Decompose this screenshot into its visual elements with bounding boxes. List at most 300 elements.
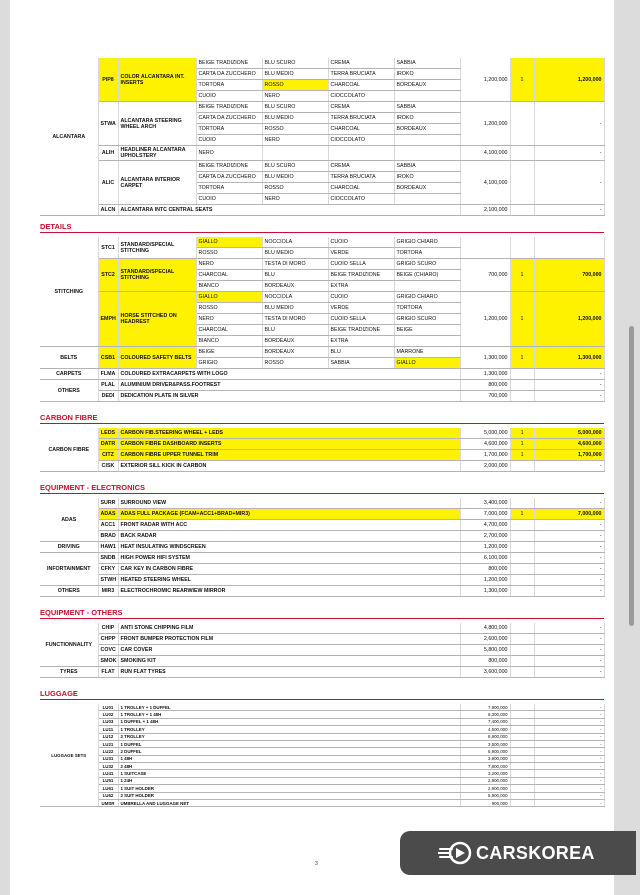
option-price: 700,000 xyxy=(460,259,510,292)
table-row xyxy=(40,770,604,777)
color-option: BIANCO xyxy=(196,281,262,292)
color-option: CREMA xyxy=(328,58,394,69)
section-table xyxy=(40,428,605,472)
option-row xyxy=(40,292,604,303)
option-price: 6,900,000 xyxy=(460,748,510,755)
option-price: 1,200,000 xyxy=(460,102,510,146)
option-price: 3,500,000 xyxy=(460,740,510,747)
color-option: TESTA DI MORO xyxy=(262,259,328,270)
option-quantity xyxy=(510,792,534,799)
option-code: MIR3 xyxy=(98,586,118,597)
option-quantity: 1 xyxy=(510,509,534,520)
table-row xyxy=(40,711,604,718)
option-row xyxy=(40,347,604,358)
color-option: ROSSO xyxy=(196,303,262,314)
option-row xyxy=(40,623,604,634)
option-total: - xyxy=(534,667,604,678)
option-price: 6,100,000 xyxy=(460,553,510,564)
option-total: - xyxy=(534,740,604,747)
option-price: 4,700,000 xyxy=(460,520,510,531)
option-code: ALIC xyxy=(98,161,118,205)
color-option: GRIGIO SCURO xyxy=(394,314,460,325)
option-quantity xyxy=(510,799,534,806)
color-option: TORTORA xyxy=(394,303,460,314)
option-code: LU31 xyxy=(98,755,118,762)
color-option: TERRA BRUCIATA xyxy=(328,69,394,80)
option-code: DATR xyxy=(98,439,118,450)
option-quantity: 1 xyxy=(510,439,534,450)
option-price: 800,000 xyxy=(460,564,510,575)
option-code: LU51 xyxy=(98,777,118,784)
option-description: ELECTROCHROMIC REARWIEW MIRROR xyxy=(118,586,460,597)
color-option: TESTA DI MORO xyxy=(262,314,328,325)
option-description: STANDARD/SPECIAL STITCHING xyxy=(118,259,196,292)
option-code: LU61 xyxy=(98,785,118,792)
option-quantity xyxy=(510,586,534,597)
option-price: 7,400,000 xyxy=(460,718,510,725)
option-price: 4,800,000 xyxy=(460,623,510,634)
option-description: 1 SUITCASE xyxy=(118,770,460,777)
carskorea-logo-icon xyxy=(438,839,472,867)
table-row xyxy=(40,726,604,733)
color-option: BEIGE xyxy=(196,347,262,358)
color-option: BORDEAUX xyxy=(262,281,328,292)
option-row xyxy=(40,450,604,461)
color-option: BLU xyxy=(328,347,394,358)
option-price: 5,900,000 xyxy=(460,792,510,799)
color-option: BEIGE TRADIZIONE xyxy=(196,161,262,172)
option-quantity xyxy=(510,623,534,634)
option-price: 3,900,000 xyxy=(460,755,510,762)
color-option: CHARCOAL xyxy=(196,270,262,281)
page-number: 3 xyxy=(315,861,318,867)
color-option: IROKO xyxy=(394,69,460,80)
option-price: 4,100,000 xyxy=(460,146,510,161)
option-row xyxy=(40,237,604,248)
option-quantity xyxy=(510,755,534,762)
option-code: LU22 xyxy=(98,748,118,755)
option-code: BRAD xyxy=(98,531,118,542)
option-description: STANDARD/SPECIAL STITCHING xyxy=(118,237,196,259)
option-description: HIGH POWER HIFI SYSTEM xyxy=(118,553,460,564)
color-option: BEIGE TRADIZIONE xyxy=(196,58,262,69)
option-price: 1,300,000 xyxy=(460,369,510,380)
option-quantity xyxy=(510,391,534,402)
color-option: CIOCCOLATO xyxy=(328,91,394,102)
color-option: GRIGIO CHIARO xyxy=(394,292,460,303)
option-price: 7,900,000 xyxy=(460,704,510,711)
color-option: TORTORA xyxy=(196,183,262,194)
option-code: SURR xyxy=(98,498,118,509)
option-description: CAR KEY IN CARBON FIBRE xyxy=(118,564,460,575)
option-description: FRONT RADAR WITH ACC xyxy=(118,520,460,531)
color-option: CREMA xyxy=(328,102,394,113)
option-total: - xyxy=(534,755,604,762)
color-option: BLU xyxy=(262,325,328,336)
option-price: 1,300,000 xyxy=(460,586,510,597)
option-description: UMBRELLA AND LUGGAGE NET xyxy=(118,799,460,806)
option-row xyxy=(40,542,604,553)
option-row xyxy=(40,380,604,391)
option-total: - xyxy=(534,777,604,784)
option-quantity xyxy=(510,542,534,553)
option-code: CISK xyxy=(98,461,118,472)
option-description: SURROUND VIEW xyxy=(118,498,460,509)
option-total: - xyxy=(534,726,604,733)
option-description: 2 TROLLEY xyxy=(118,733,460,740)
option-price: 2,100,000 xyxy=(460,205,510,216)
option-code: LU12 xyxy=(98,733,118,740)
color-option: SABBIA xyxy=(394,58,460,69)
option-description: 1 48H xyxy=(118,755,460,762)
option-price: 8,900,000 xyxy=(460,733,510,740)
option-code: ALIH xyxy=(98,146,118,161)
color-option: TORTORA xyxy=(394,248,460,259)
option-price: 8,300,000 xyxy=(460,711,510,718)
table-row xyxy=(40,792,604,799)
section-table xyxy=(40,623,605,678)
option-total: - xyxy=(534,564,604,575)
color-option: BORDEAUX xyxy=(262,347,328,358)
color-option: SABBIA xyxy=(394,102,460,113)
option-quantity xyxy=(510,146,534,161)
option-description: ALCANTARA INTERIOR CARPET xyxy=(118,161,196,205)
color-option xyxy=(394,281,460,292)
color-option: TORTORA xyxy=(196,124,262,135)
option-price: 3,200,000 xyxy=(460,770,510,777)
option-row xyxy=(40,656,604,667)
category-label: STITCHING xyxy=(40,237,98,347)
category-label: FUNCTIONNALITY xyxy=(40,623,98,667)
color-option: VERDE xyxy=(328,248,394,259)
option-code: HAW1 xyxy=(98,542,118,553)
option-quantity xyxy=(510,726,534,733)
color-option: GRIGIO SCURO xyxy=(394,259,460,270)
option-description: 1 TROLLEY xyxy=(118,726,460,733)
option-description: 1 SUIT HOLDER xyxy=(118,785,460,792)
section-table xyxy=(40,58,605,216)
option-price: 1,700,000 xyxy=(460,450,510,461)
option-total: - xyxy=(534,161,604,205)
option-description: 1 TROLLEY + 1 DUFFEL xyxy=(118,704,460,711)
option-code: LEDS xyxy=(98,428,118,439)
option-row xyxy=(40,146,604,161)
color-option xyxy=(394,135,460,146)
option-total: 1,200,000 xyxy=(534,292,604,347)
option-total: - xyxy=(534,645,604,656)
option-description: COLOURED EXTRACARPETS WITH LOGO xyxy=(118,369,460,380)
color-option xyxy=(328,146,394,161)
table-row xyxy=(40,777,604,784)
option-price: 4,600,000 xyxy=(460,439,510,450)
option-description: 1 DUFFEL + 1 48H xyxy=(118,718,460,725)
option-quantity xyxy=(510,380,534,391)
document-page xyxy=(10,0,614,895)
category-label: CARPETS xyxy=(40,369,98,380)
option-total: - xyxy=(534,763,604,770)
option-quantity: 1 xyxy=(510,58,534,102)
color-option: ROSSO xyxy=(262,124,328,135)
color-option: SABBIA xyxy=(328,358,394,369)
option-description: CARBON FIB.STEERING WHEEL + LEDS xyxy=(118,428,460,439)
option-code: UMSR xyxy=(98,799,118,806)
option-price: 1,200,000 xyxy=(460,58,510,102)
option-code: DEDI xyxy=(98,391,118,402)
option-description: 1 DUFFEL xyxy=(118,740,460,747)
color-option: GRIGIO xyxy=(196,358,262,369)
option-price: 7,000,000 xyxy=(460,509,510,520)
option-price: 2,900,000 xyxy=(460,777,510,784)
color-option: BEIGE (CHIARO) xyxy=(394,270,460,281)
color-option: CREMA xyxy=(328,161,394,172)
color-option: ROSSO xyxy=(262,80,328,91)
option-total: - xyxy=(534,146,604,161)
option-quantity xyxy=(510,667,534,678)
category-label: DRIVING xyxy=(40,542,98,553)
color-option: BLU SCURO xyxy=(262,102,328,113)
option-description: ALUMINIUM DRIVER&PASS.FOOTREST xyxy=(118,380,460,391)
option-row xyxy=(40,531,604,542)
category-label: OTHERS xyxy=(40,586,98,597)
option-price: 4,100,000 xyxy=(460,161,510,205)
color-option: CUOIO xyxy=(196,91,262,102)
option-description: CARBON FIBRE UPPER TUNNEL TRIM xyxy=(118,450,460,461)
option-quantity xyxy=(510,656,534,667)
option-total: - xyxy=(534,770,604,777)
table-row xyxy=(40,785,604,792)
option-quantity xyxy=(510,564,534,575)
option-code: FLMA xyxy=(98,369,118,380)
color-option: VERDE xyxy=(328,303,394,314)
option-code: LU21 xyxy=(98,740,118,747)
option-description: DEDICATION PLATE IN SILVER xyxy=(118,391,460,402)
option-price: 5,800,000 xyxy=(460,645,510,656)
option-total xyxy=(534,237,604,259)
color-option: CUOIO SELLA xyxy=(328,314,394,325)
option-total: 700,000 xyxy=(534,259,604,292)
option-code: LU32 xyxy=(98,763,118,770)
option-code: PIP8 xyxy=(98,58,118,102)
section-title: EQUIPMENT - OTHERS xyxy=(40,608,604,619)
color-option: BEIGE xyxy=(394,325,460,336)
option-code: EMPH xyxy=(98,292,118,347)
option-description: ALCANTARA INTC CENTRAL SEATS xyxy=(118,205,460,216)
color-option: NERO xyxy=(196,314,262,325)
option-quantity xyxy=(510,237,534,259)
option-quantity: 1 xyxy=(510,450,534,461)
price-list xyxy=(40,58,604,807)
color-option: NERO xyxy=(262,194,328,205)
option-total: - xyxy=(534,380,604,391)
option-quantity: 1 xyxy=(510,347,534,369)
section-title: CARBON FIBRE xyxy=(40,413,604,424)
option-code: LU11 xyxy=(98,726,118,733)
option-quantity xyxy=(510,711,534,718)
option-price: 800,000 xyxy=(460,380,510,391)
option-code: CHPP xyxy=(98,634,118,645)
category-label: OTHERS xyxy=(40,380,98,402)
watermark xyxy=(400,831,636,875)
option-total: - xyxy=(534,718,604,725)
option-description: EXTERIOR SILL KICK IN CARBON xyxy=(118,461,460,472)
color-option xyxy=(394,336,460,347)
option-quantity xyxy=(510,777,534,784)
option-price: 3,600,000 xyxy=(460,667,510,678)
table-row xyxy=(40,799,604,806)
scrollbar-thumb[interactable] xyxy=(629,326,634,626)
option-quantity: 1 xyxy=(510,292,534,347)
color-option: NERO xyxy=(262,91,328,102)
option-total: - xyxy=(534,799,604,806)
table-row xyxy=(40,740,604,747)
color-option: NOCCIOLA xyxy=(262,237,328,248)
option-price: 3,400,000 xyxy=(460,498,510,509)
section-table xyxy=(40,498,605,597)
section-title: LUGGAGE xyxy=(40,689,604,700)
option-row xyxy=(40,58,604,69)
color-option: BLU SCURO xyxy=(262,58,328,69)
option-row xyxy=(40,575,604,586)
section-title: DETAILS xyxy=(40,222,604,233)
option-row xyxy=(40,102,604,113)
color-option: BIANCO xyxy=(196,336,262,347)
option-total: 1,300,000 xyxy=(534,347,604,369)
option-row xyxy=(40,667,604,678)
option-row xyxy=(40,461,604,472)
color-option: BEIGE TRADIZIONE xyxy=(328,270,394,281)
option-price: 4,500,000 xyxy=(460,726,510,733)
table-row xyxy=(40,718,604,725)
table-row xyxy=(40,704,604,711)
color-option: IROKO xyxy=(394,172,460,183)
option-description: BACK RADAR xyxy=(118,531,460,542)
color-option: ROSSO xyxy=(196,248,262,259)
color-option: BLU MEDIO xyxy=(262,69,328,80)
option-row xyxy=(40,498,604,509)
color-option: BORDEAUX xyxy=(394,183,460,194)
option-row xyxy=(40,161,604,172)
option-row xyxy=(40,564,604,575)
color-option: BLU MEDIO xyxy=(262,113,328,124)
option-description: FRONT BUMPER PROTECTION FILM xyxy=(118,634,460,645)
option-description: COLOR ALCANTARA INT. INSERTS xyxy=(118,58,196,102)
option-total: - xyxy=(534,575,604,586)
option-description: 1 24H xyxy=(118,777,460,784)
option-description: 1 TROLLEY + 1 48H xyxy=(118,711,460,718)
option-code: LU03 xyxy=(98,718,118,725)
color-option: CARTA DA ZUCCHERO xyxy=(196,172,262,183)
option-price: 2,000,000 xyxy=(460,461,510,472)
color-option: ROSSO xyxy=(262,358,328,369)
color-option: BLU xyxy=(262,270,328,281)
option-description: 2 48H xyxy=(118,763,460,770)
option-quantity xyxy=(510,161,534,205)
category-label: ADAS xyxy=(40,498,98,542)
color-option: CHARCOAL xyxy=(328,80,394,91)
option-total: - xyxy=(534,733,604,740)
color-option: GIALLO xyxy=(196,237,262,248)
option-quantity: 1 xyxy=(510,428,534,439)
color-option: BEIGE TRADIZIONE xyxy=(196,102,262,113)
color-option: CUOIO SELLA xyxy=(328,259,394,270)
option-total: - xyxy=(534,704,604,711)
option-total: - xyxy=(534,102,604,146)
color-option: CIOCCOLATO xyxy=(328,194,394,205)
color-option: NERO xyxy=(196,259,262,270)
option-description: HEADLINER ALCANTARA UPHOLSTERY xyxy=(118,146,196,161)
color-option xyxy=(394,91,460,102)
option-code: CSB1 xyxy=(98,347,118,369)
option-code: STWH xyxy=(98,575,118,586)
option-quantity xyxy=(510,531,534,542)
option-price: 7,800,000 xyxy=(460,763,510,770)
option-code: SNDB xyxy=(98,553,118,564)
color-option: TERRA BRUCIATA xyxy=(328,172,394,183)
color-option: NOCCIOLA xyxy=(262,292,328,303)
color-option: CUOIO xyxy=(328,292,394,303)
color-option xyxy=(394,146,460,161)
option-quantity xyxy=(510,553,534,564)
option-code: COVC xyxy=(98,645,118,656)
option-quantity xyxy=(510,645,534,656)
color-option: EXTRA xyxy=(328,336,394,347)
option-price: 900,000 xyxy=(460,799,510,806)
option-quantity: 1 xyxy=(510,259,534,292)
option-description: 2 SUIT HOLDER xyxy=(118,792,460,799)
color-option: NERO xyxy=(196,146,262,161)
option-code: CFKY xyxy=(98,564,118,575)
color-option xyxy=(394,194,460,205)
option-total: - xyxy=(534,461,604,472)
option-row xyxy=(40,391,604,402)
category-label: BELTS xyxy=(40,347,98,369)
option-row xyxy=(40,553,604,564)
option-quantity xyxy=(510,634,534,645)
color-option: BLU SCURO xyxy=(262,161,328,172)
option-row xyxy=(40,259,604,270)
table-row xyxy=(40,763,604,770)
option-quantity xyxy=(510,369,534,380)
option-row xyxy=(40,645,604,656)
category-label: INFORTAINMENT xyxy=(40,553,98,586)
option-price: 800,000 xyxy=(460,656,510,667)
color-option: ROSSO xyxy=(262,183,328,194)
option-total: - xyxy=(534,634,604,645)
option-total: - xyxy=(534,553,604,564)
option-total: - xyxy=(534,711,604,718)
color-option: CUOIO xyxy=(196,194,262,205)
option-row xyxy=(40,509,604,520)
section-title: EQUIPMENT - ELECTRONICS xyxy=(40,483,604,494)
table-row xyxy=(40,748,604,755)
option-total: 5,000,000 xyxy=(534,428,604,439)
color-option: MARRONE xyxy=(394,347,460,358)
option-description: ADAS FULL PACKAGE (FCAM+ACC1+BRAD+MIR3) xyxy=(118,509,460,520)
option-total: - xyxy=(534,391,604,402)
option-price xyxy=(460,237,510,259)
option-row xyxy=(40,205,604,216)
color-option: EXTRA xyxy=(328,281,394,292)
option-description: RUN FLAT TYRES xyxy=(118,667,460,678)
option-code: LU62 xyxy=(98,792,118,799)
option-quantity xyxy=(510,718,534,725)
color-option: BORDEAUX xyxy=(394,124,460,135)
color-option: SABBIA xyxy=(394,161,460,172)
color-option: TORTORA xyxy=(196,80,262,91)
color-option: TERRA BRUCIATA xyxy=(328,113,394,124)
option-code: LU01 xyxy=(98,704,118,711)
option-code: STWA xyxy=(98,102,118,146)
